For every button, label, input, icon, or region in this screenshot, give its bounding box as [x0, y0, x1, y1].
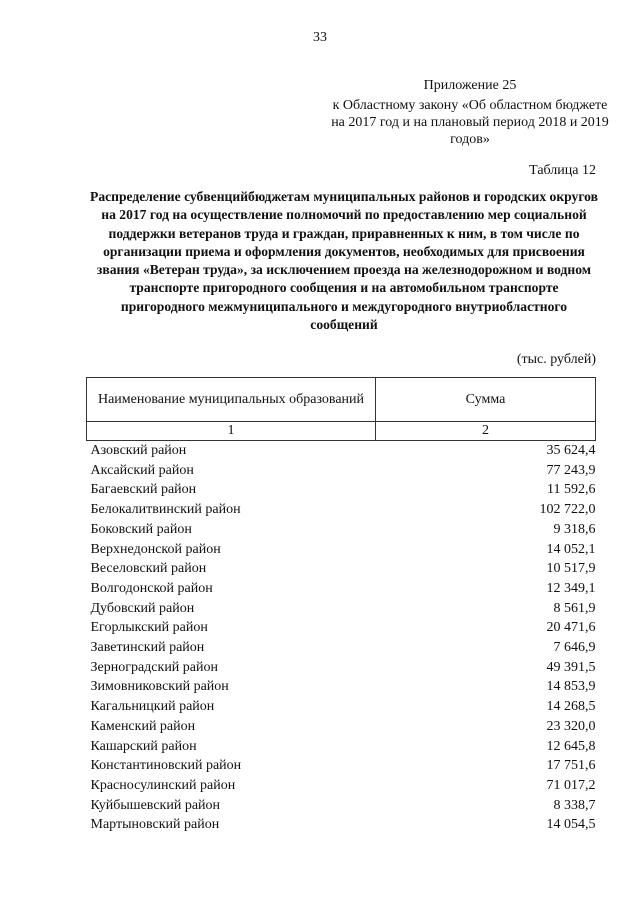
table-row	[87, 500, 596, 520]
table-row	[87, 638, 596, 658]
municipality-name: Волгодонской район	[90, 580, 213, 596]
header-sum: Сумма	[376, 378, 596, 422]
municipality-name: Красносулинский район	[90, 777, 236, 793]
table-row	[87, 737, 596, 757]
municipality-name: Дубовский район	[90, 600, 195, 616]
subvention-sum: 8 338,7	[553, 797, 596, 813]
subvention-sum: 102 722,0	[539, 502, 596, 518]
municipality-name: Веселовский район	[90, 561, 207, 577]
table-number: Таблица 12	[529, 163, 596, 178]
table-row	[87, 461, 596, 481]
subvention-sum: 23 320,0	[546, 718, 596, 734]
municipality-name: Зерноградский район	[90, 659, 218, 675]
subvention-sum: 14 052,1	[546, 541, 596, 557]
municipality-name: Мартыновский район	[90, 817, 220, 833]
subvention-sum: 7 646,9	[553, 640, 596, 656]
subvention-sum: 49 391,5	[546, 659, 596, 675]
table-row	[87, 677, 596, 697]
municipality-name: Кагальницкий район	[90, 699, 215, 715]
table-row	[87, 658, 596, 678]
municipality-name: Каменский район	[90, 718, 196, 734]
table-row	[87, 756, 596, 776]
table-row	[87, 520, 596, 540]
subvention-sum: 12 349,1	[546, 580, 596, 596]
subvention-sum: 14 054,5	[546, 817, 596, 833]
municipality-name: Зимовниковский район	[90, 679, 229, 695]
subvention-sum: 35 624,4	[546, 443, 596, 458]
column-number-2: 2	[376, 422, 596, 441]
table-row	[87, 480, 596, 500]
subvention-sum: 10 517,9	[546, 561, 596, 577]
subvention-sum: 14 853,9	[546, 679, 596, 695]
subvention-sum: 17 751,6	[546, 758, 596, 774]
subvention-sum: 9 318,6	[553, 521, 596, 537]
municipality-name: Куйбышевский район	[90, 797, 221, 813]
subvention-table	[86, 377, 596, 835]
table-row	[87, 540, 596, 560]
municipality-name: Азовский район	[90, 443, 187, 458]
units-label: (тыс. рублей)	[516, 352, 596, 367]
municipality-name: Аксайский район	[90, 462, 194, 478]
subvention-sum: 11 592,6	[547, 482, 596, 498]
municipality-name: Егорлыкский район	[90, 620, 208, 636]
municipality-name: Белокалитвинский район	[90, 502, 241, 518]
subvention-sum: 8 561,9	[553, 600, 596, 616]
table-row	[87, 441, 596, 461]
municipality-name: Заветинский район	[90, 640, 205, 656]
table-row	[87, 579, 596, 599]
table-row	[87, 599, 596, 619]
subvention-sum: 77 243,9	[546, 462, 596, 478]
subvention-sum: 12 645,8	[546, 738, 596, 754]
appendix-title: Приложение 25	[423, 78, 517, 93]
table-row	[87, 618, 596, 638]
appendix-reference: к Областному закону «Об областном бюджете на 2017 год и на плановый период 2018 и 2019 годов»	[331, 98, 609, 147]
municipality-name: Багаевский район	[90, 482, 197, 498]
subvention-sum: 71 017,2	[546, 777, 596, 793]
subvention-sum: 20 471,6	[546, 620, 596, 636]
municipality-name: Боковский район	[90, 521, 192, 537]
table-row	[87, 796, 596, 816]
table-row	[87, 815, 596, 835]
page-number: 33	[313, 30, 327, 45]
table-row	[87, 559, 596, 579]
subvention-sum: 14 268,5	[546, 699, 596, 715]
municipality-name: Кашарский район	[90, 738, 197, 754]
table-row	[87, 776, 596, 796]
column-number-1: 1	[87, 422, 376, 441]
municipality-name: Константиновский район	[90, 758, 242, 774]
table-row	[87, 697, 596, 717]
table-body	[87, 441, 596, 836]
municipality-name: Верхнедонской район	[90, 541, 221, 557]
header-municipality: Наименование муниципальных образований	[87, 378, 376, 422]
table-row	[87, 717, 596, 737]
document-title: Распределение субвенцийбюджетам муниципальных районов и городских округов на 2017 год на осуществление полномочий по предоставлению мер социальной поддержки ветеранов труда и граждан, приравненных к ним, в том числе по организации приема и оформления документов, необходимых для присвоения звания «Ветеран труда», за исключением проезда на железнодорожном и водном транспорте пригородного сообщения и на автомобильном транспорте пригородного межмуниципального и междугородного внутриобластного сообщений	[90, 189, 598, 333]
